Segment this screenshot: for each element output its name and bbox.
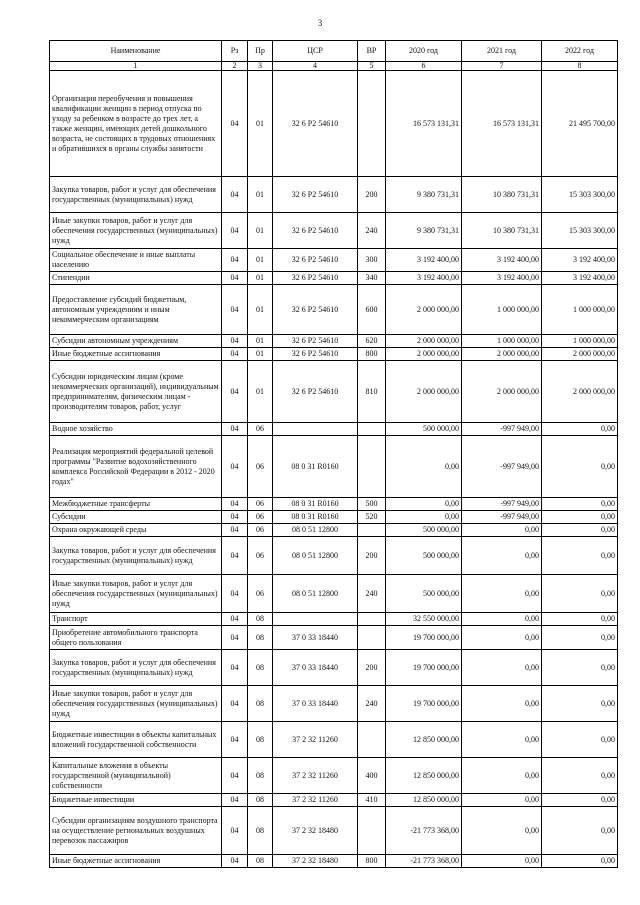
cell-2021: -997 949,00 bbox=[462, 498, 542, 511]
cell-csr: 37 2 32 11260 bbox=[273, 758, 358, 794]
table-row bbox=[50, 285, 618, 335]
cell-vr bbox=[358, 626, 386, 650]
column-number: 1 bbox=[50, 62, 222, 71]
cell-2020: 2 000 000,00 bbox=[386, 335, 462, 348]
cell-vr: 340 bbox=[358, 272, 386, 285]
cell-2020: 3 192 400,00 bbox=[386, 272, 462, 285]
cell-2022: 15 303 300,00 bbox=[542, 213, 618, 249]
cell-pr: 06 bbox=[248, 511, 273, 524]
cell-pr: 01 bbox=[248, 361, 273, 423]
cell-rz: 04 bbox=[222, 575, 248, 613]
cell-2021: 0,00 bbox=[462, 855, 542, 868]
cell-2020: 3 192 400,00 bbox=[386, 249, 462, 272]
cell-2020: 12 850 000,00 bbox=[386, 794, 462, 807]
header-row bbox=[50, 41, 618, 62]
cell-2020: 16 573 131,31 bbox=[386, 71, 462, 177]
cell-2021: 1 000 000,00 bbox=[462, 335, 542, 348]
cell-2022: 0,00 bbox=[542, 436, 618, 498]
cell-vr bbox=[358, 423, 386, 436]
cell-2021: 0,00 bbox=[462, 626, 542, 650]
cell-name: Иные закупки товаров, работ и услуг для обеспечения государственных (муниципальных) нужд bbox=[50, 213, 222, 249]
cell-pr: 01 bbox=[248, 335, 273, 348]
table-row bbox=[50, 650, 618, 686]
cell-name: Иные бюджетные ассигнования bbox=[50, 348, 222, 361]
cell-vr: 410 bbox=[358, 794, 386, 807]
cell-2022: 0,00 bbox=[542, 613, 618, 626]
cell-2022: 0,00 bbox=[542, 511, 618, 524]
column-number: 2 bbox=[222, 62, 248, 71]
cell-name: Субсидии юридическим лицам (кроме некоммерческих организаций), индивидуальным предпринимателям, физическим лицам - производителям товаров, работ, услуг bbox=[50, 361, 222, 423]
cell-name: Капитальные вложения в объекты государственной (муниципальной) собственности bbox=[50, 758, 222, 794]
cell-2020: 32 550 000,00 bbox=[386, 613, 462, 626]
cell-csr: 32 6 P2 54610 bbox=[273, 71, 358, 177]
cell-vr: 600 bbox=[358, 285, 386, 335]
header-2021: 2021 год bbox=[462, 41, 542, 62]
cell-2022: 0,00 bbox=[542, 575, 618, 613]
cell-2021: 0,00 bbox=[462, 794, 542, 807]
cell-2021: 3 192 400,00 bbox=[462, 272, 542, 285]
cell-2022: 0,00 bbox=[542, 855, 618, 868]
cell-pr: 01 bbox=[248, 272, 273, 285]
cell-name: Водное хозяйство bbox=[50, 423, 222, 436]
cell-2021: -997 949,00 bbox=[462, 511, 542, 524]
header-rz: Рз bbox=[222, 41, 248, 62]
table-row bbox=[50, 524, 618, 537]
header-2020: 2020 год bbox=[386, 41, 462, 62]
cell-name: Охрана окружающей среды bbox=[50, 524, 222, 537]
cell-vr: 240 bbox=[358, 575, 386, 613]
cell-pr: 08 bbox=[248, 613, 273, 626]
cell-csr: 32 6 P2 54610 bbox=[273, 272, 358, 285]
cell-rz: 04 bbox=[222, 249, 248, 272]
cell-2021: 0,00 bbox=[462, 686, 542, 722]
cell-vr: 240 bbox=[358, 686, 386, 722]
cell-rz: 04 bbox=[222, 213, 248, 249]
header-csr: ЦСР bbox=[273, 41, 358, 62]
cell-name: Закупка товаров, работ и услуг для обеспечения государственных (муниципальных) нужд bbox=[50, 537, 222, 575]
cell-2022: 2 000 000,00 bbox=[542, 348, 618, 361]
cell-pr: 08 bbox=[248, 650, 273, 686]
cell-name: Иные закупки товаров, работ и услуг для обеспечения государственных (муниципальных) нужд bbox=[50, 575, 222, 613]
cell-2022: 0,00 bbox=[542, 498, 618, 511]
cell-pr: 06 bbox=[248, 436, 273, 498]
table-row bbox=[50, 758, 618, 794]
cell-pr: 01 bbox=[248, 285, 273, 335]
cell-vr: 800 bbox=[358, 855, 386, 868]
cell-vr bbox=[358, 436, 386, 498]
cell-2020: 0,00 bbox=[386, 436, 462, 498]
cell-2022: 0,00 bbox=[542, 722, 618, 758]
column-number: 5 bbox=[358, 62, 386, 71]
cell-csr: 32 6 P2 54610 bbox=[273, 335, 358, 348]
cell-rz: 04 bbox=[222, 361, 248, 423]
table-row bbox=[50, 855, 618, 868]
cell-2020: 2 000 000,00 bbox=[386, 285, 462, 335]
cell-vr bbox=[358, 613, 386, 626]
column-number: 3 bbox=[248, 62, 273, 71]
header-vr: ВР bbox=[358, 41, 386, 62]
cell-rz: 04 bbox=[222, 71, 248, 177]
cell-rz: 04 bbox=[222, 335, 248, 348]
cell-vr: 620 bbox=[358, 335, 386, 348]
cell-2021: 0,00 bbox=[462, 722, 542, 758]
cell-name: Социальное обеспечение и иные выплаты населению bbox=[50, 249, 222, 272]
cell-2022: 15 303 300,00 bbox=[542, 177, 618, 213]
cell-rz: 04 bbox=[222, 272, 248, 285]
table-row bbox=[50, 71, 618, 177]
cell-rz: 04 bbox=[222, 855, 248, 868]
cell-2021: 2 000 000,00 bbox=[462, 348, 542, 361]
cell-2020: 0,00 bbox=[386, 511, 462, 524]
cell-csr: 37 2 32 11260 bbox=[273, 794, 358, 807]
cell-csr: 08 0 31 R0160 bbox=[273, 511, 358, 524]
cell-name: Стипендии bbox=[50, 272, 222, 285]
cell-2022: 0,00 bbox=[542, 807, 618, 855]
cell-2022: 21 495 700,00 bbox=[542, 71, 618, 177]
cell-2022: 0,00 bbox=[542, 794, 618, 807]
cell-rz: 04 bbox=[222, 686, 248, 722]
cell-2022: 1 000 000,00 bbox=[542, 335, 618, 348]
cell-vr: 400 bbox=[358, 758, 386, 794]
cell-rz: 04 bbox=[222, 758, 248, 794]
cell-2022: 0,00 bbox=[542, 686, 618, 722]
table-row bbox=[50, 686, 618, 722]
column-number: 6 bbox=[386, 62, 462, 71]
cell-2022: 0,00 bbox=[542, 626, 618, 650]
cell-rz: 04 bbox=[222, 498, 248, 511]
cell-2022: 3 192 400,00 bbox=[542, 249, 618, 272]
cell-2021: 0,00 bbox=[462, 537, 542, 575]
cell-2021: 0,00 bbox=[462, 613, 542, 626]
cell-2021: -997 949,00 bbox=[462, 423, 542, 436]
cell-2022: 0,00 bbox=[542, 537, 618, 575]
cell-2022: 0,00 bbox=[542, 758, 618, 794]
cell-2020: 9 380 731,31 bbox=[386, 177, 462, 213]
cell-pr: 08 bbox=[248, 807, 273, 855]
cell-2020: 0,00 bbox=[386, 498, 462, 511]
table-row bbox=[50, 436, 618, 498]
cell-name: Приобретение автомобильного транспорта общего пользования bbox=[50, 626, 222, 650]
cell-2021: 0,00 bbox=[462, 524, 542, 537]
cell-name: Транспорт bbox=[50, 613, 222, 626]
page-number: 3 bbox=[317, 18, 323, 28]
cell-pr: 01 bbox=[248, 213, 273, 249]
cell-2021: 2 000 000,00 bbox=[462, 361, 542, 423]
cell-2020: 2 000 000,00 bbox=[386, 348, 462, 361]
cell-rz: 04 bbox=[222, 348, 248, 361]
cell-csr: 32 6 P2 54610 bbox=[273, 348, 358, 361]
cell-name: Предоставление субсидий бюджетным, автономным учреждениям и иным некоммерческим организациям bbox=[50, 285, 222, 335]
cell-rz: 04 bbox=[222, 285, 248, 335]
header-name: Наименование bbox=[50, 41, 222, 62]
cell-csr: 08 0 51 12800 bbox=[273, 537, 358, 575]
cell-name: Субсидии автономным учреждениям bbox=[50, 335, 222, 348]
cell-vr: 240 bbox=[358, 213, 386, 249]
cell-vr: 200 bbox=[358, 537, 386, 575]
cell-2022: 1 000 000,00 bbox=[542, 285, 618, 335]
cell-2020: 12 850 000,00 bbox=[386, 758, 462, 794]
table-row bbox=[50, 807, 618, 855]
header-pr: Пр bbox=[248, 41, 273, 62]
cell-pr: 06 bbox=[248, 498, 273, 511]
cell-2021: 0,00 bbox=[462, 758, 542, 794]
budget-table bbox=[49, 40, 618, 868]
table-row bbox=[50, 177, 618, 213]
cell-rz: 04 bbox=[222, 177, 248, 213]
cell-csr: 37 2 32 18480 bbox=[273, 855, 358, 868]
column-numbers-row bbox=[50, 62, 618, 71]
cell-csr: 08 0 31 R0160 bbox=[273, 436, 358, 498]
table-row bbox=[50, 348, 618, 361]
column-number: 7 bbox=[462, 62, 542, 71]
cell-pr: 08 bbox=[248, 626, 273, 650]
cell-vr bbox=[358, 71, 386, 177]
cell-pr: 08 bbox=[248, 855, 273, 868]
cell-pr: 08 bbox=[248, 686, 273, 722]
cell-2021: 3 192 400,00 bbox=[462, 249, 542, 272]
cell-2020: 500 000,00 bbox=[386, 575, 462, 613]
cell-2022: 3 192 400,00 bbox=[542, 272, 618, 285]
cell-name: Субсидии bbox=[50, 511, 222, 524]
table-row bbox=[50, 511, 618, 524]
cell-2021: 1 000 000,00 bbox=[462, 285, 542, 335]
cell-2020: 9 380 731,31 bbox=[386, 213, 462, 249]
cell-vr bbox=[358, 807, 386, 855]
cell-csr: 32 6 P2 54610 bbox=[273, 285, 358, 335]
cell-vr bbox=[358, 524, 386, 537]
cell-csr: 08 0 51 12800 bbox=[273, 575, 358, 613]
cell-rz: 04 bbox=[222, 650, 248, 686]
cell-name: Субсидии организациям воздушного транспорта на осуществление региональных воздушных перевозок пассажиров bbox=[50, 807, 222, 855]
cell-2020: -21 773 368,00 bbox=[386, 855, 462, 868]
cell-2021: 16 573 131,31 bbox=[462, 71, 542, 177]
cell-rz: 04 bbox=[222, 613, 248, 626]
cell-pr: 08 bbox=[248, 722, 273, 758]
cell-csr: 37 0 33 18440 bbox=[273, 650, 358, 686]
cell-csr: 32 6 P2 54610 bbox=[273, 249, 358, 272]
cell-rz: 04 bbox=[222, 722, 248, 758]
cell-2020: 2 000 000,00 bbox=[386, 361, 462, 423]
cell-vr: 500 bbox=[358, 498, 386, 511]
cell-csr bbox=[273, 613, 358, 626]
cell-name: Межбюджетные трансферты bbox=[50, 498, 222, 511]
cell-2021: 10 380 731,31 bbox=[462, 213, 542, 249]
cell-rz: 04 bbox=[222, 537, 248, 575]
cell-rz: 04 bbox=[222, 511, 248, 524]
column-number: 8 bbox=[542, 62, 618, 71]
cell-vr: 300 bbox=[358, 249, 386, 272]
cell-vr: 200 bbox=[358, 650, 386, 686]
cell-vr: 810 bbox=[358, 361, 386, 423]
cell-2022: 0,00 bbox=[542, 524, 618, 537]
cell-2021: -997 949,00 bbox=[462, 436, 542, 498]
table-row bbox=[50, 498, 618, 511]
table-row bbox=[50, 613, 618, 626]
table-body bbox=[50, 71, 618, 868]
cell-2021: 10 380 731,31 bbox=[462, 177, 542, 213]
cell-2021: 0,00 bbox=[462, 650, 542, 686]
cell-2022: 0,00 bbox=[542, 650, 618, 686]
table-row bbox=[50, 794, 618, 807]
cell-name: Закупка товаров, работ и услуг для обеспечения государственных (муниципальных) нужд bbox=[50, 177, 222, 213]
cell-2020: 19 700 000,00 bbox=[386, 686, 462, 722]
table-row bbox=[50, 722, 618, 758]
table-row bbox=[50, 249, 618, 272]
cell-pr: 08 bbox=[248, 794, 273, 807]
cell-csr: 08 0 51 12800 bbox=[273, 524, 358, 537]
table-row bbox=[50, 423, 618, 436]
cell-pr: 01 bbox=[248, 348, 273, 361]
cell-2022: 2 000 000,00 bbox=[542, 361, 618, 423]
cell-csr: 08 0 31 R0160 bbox=[273, 498, 358, 511]
cell-pr: 06 bbox=[248, 575, 273, 613]
cell-rz: 04 bbox=[222, 794, 248, 807]
cell-vr: 520 bbox=[358, 511, 386, 524]
cell-rz: 04 bbox=[222, 524, 248, 537]
cell-csr: 37 2 32 11260 bbox=[273, 722, 358, 758]
cell-pr: 06 bbox=[248, 423, 273, 436]
cell-name: Иные бюджетные ассигнования bbox=[50, 855, 222, 868]
cell-2020: 19 700 000,00 bbox=[386, 650, 462, 686]
cell-rz: 04 bbox=[222, 807, 248, 855]
cell-vr: 800 bbox=[358, 348, 386, 361]
cell-2020: 500 000,00 bbox=[386, 524, 462, 537]
cell-2020: 500 000,00 bbox=[386, 537, 462, 575]
cell-csr: 32 6 P2 54610 bbox=[273, 213, 358, 249]
cell-2020: -21 773 368,00 bbox=[386, 807, 462, 855]
cell-pr: 01 bbox=[248, 249, 273, 272]
table-row bbox=[50, 335, 618, 348]
cell-csr: 32 6 P2 54610 bbox=[273, 177, 358, 213]
table-row bbox=[50, 272, 618, 285]
table-row bbox=[50, 575, 618, 613]
cell-pr: 06 bbox=[248, 524, 273, 537]
header-2022: 2022 год bbox=[542, 41, 618, 62]
table-row bbox=[50, 361, 618, 423]
table-row bbox=[50, 213, 618, 249]
cell-name: Иные закупки товаров, работ и услуг для обеспечения государственных (муниципальных) нужд bbox=[50, 686, 222, 722]
cell-name: Организация переобучения и повышения квалификации женщин в период отпуска по уходу за ребенком в возрасте до трех лет, а также женщин, имеющих детей дошкольного возраста, не состоящих в трудовых отношениях и обратившихся в органы службы занятости bbox=[50, 71, 222, 177]
cell-vr: 200 bbox=[358, 177, 386, 213]
cell-pr: 06 bbox=[248, 537, 273, 575]
cell-csr: 37 0 33 18440 bbox=[273, 686, 358, 722]
cell-name: Бюджетные инвестиции bbox=[50, 794, 222, 807]
cell-csr: 32 6 P2 54610 bbox=[273, 361, 358, 423]
cell-2020: 500 000,00 bbox=[386, 423, 462, 436]
cell-name: Бюджетные инвестиции в объекты капитальных вложений государственной собственности bbox=[50, 722, 222, 758]
column-number: 4 bbox=[273, 62, 358, 71]
cell-2020: 19 700 000,00 bbox=[386, 626, 462, 650]
table-row bbox=[50, 537, 618, 575]
cell-vr bbox=[358, 722, 386, 758]
cell-rz: 04 bbox=[222, 436, 248, 498]
cell-2020: 12 850 000,00 bbox=[386, 722, 462, 758]
cell-2021: 0,00 bbox=[462, 575, 542, 613]
cell-csr: 37 0 33 18440 bbox=[273, 626, 358, 650]
cell-pr: 01 bbox=[248, 177, 273, 213]
cell-csr: 37 2 32 18480 bbox=[273, 807, 358, 855]
cell-name: Реализация мероприятий федеральной целевой программы "Развитие водохозяйственного комплекса Российской Федерации в 2012 - 2020 годах" bbox=[50, 436, 222, 498]
cell-rz: 04 bbox=[222, 423, 248, 436]
table-row bbox=[50, 626, 618, 650]
cell-2021: 0,00 bbox=[462, 807, 542, 855]
cell-csr bbox=[273, 423, 358, 436]
cell-rz: 04 bbox=[222, 626, 248, 650]
cell-pr: 08 bbox=[248, 758, 273, 794]
cell-pr: 01 bbox=[248, 71, 273, 177]
cell-2022: 0,00 bbox=[542, 423, 618, 436]
cell-name: Закупка товаров, работ и услуг для обеспечения государственных (муниципальных) нужд bbox=[50, 650, 222, 686]
